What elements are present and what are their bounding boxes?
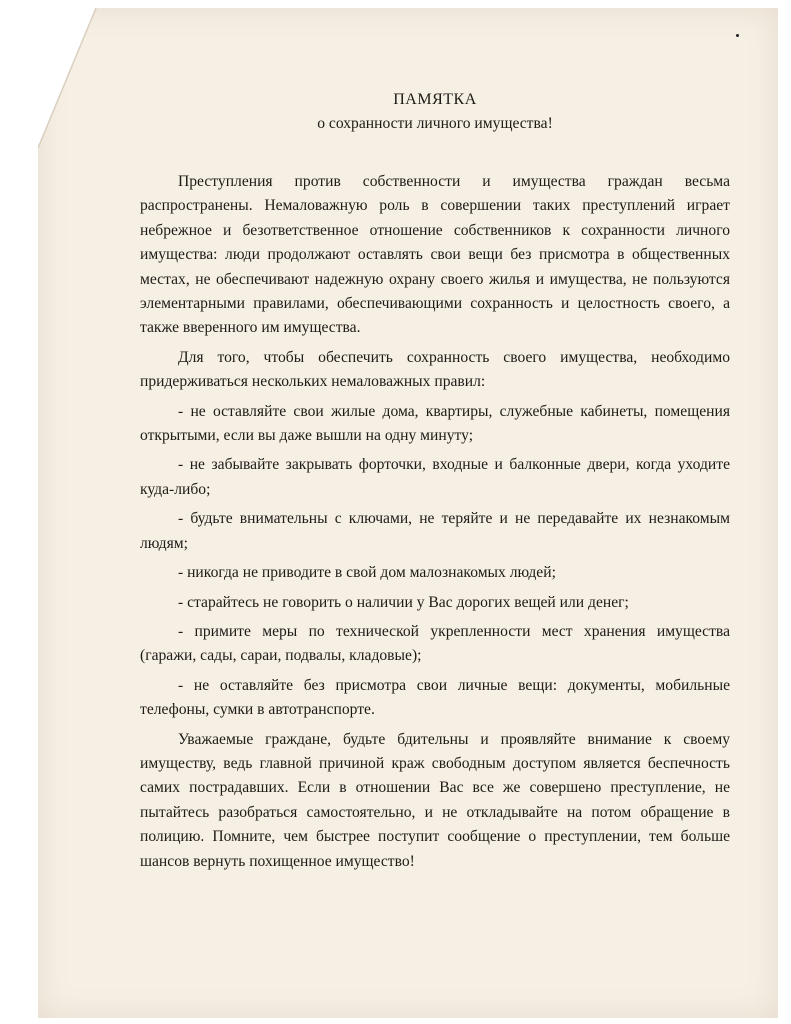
speck-mark	[736, 34, 739, 37]
rules-intro-paragraph: Для того, чтобы обеспечить сохранность своего имущества, необходимо придерживаться нескольких немаловажных правил:	[140, 348, 730, 391]
memo-document	[140, 84, 730, 879]
rule-item: - не оставляйте без присмотра свои личные вещи: документы, мобильные телефоны, сумки в автотранспорте.	[140, 676, 730, 719]
rule-item: - никогда не приводите в свой дом малознакомых людей;	[178, 564, 556, 582]
rule-item: - старайтесь не говорить о наличии у Вас дорогих вещей или денег;	[178, 593, 629, 611]
rule-item: - не забывайте закрывать форточки, входные и балконные двери, когда уходите куда-либо;	[140, 456, 730, 498]
memo-subtitle: о сохранности личного имущества!	[317, 115, 553, 132]
rule-item: - примите меры по технической укрепленности мест хранения имущества (гаражи, сады, сараи, подвалы, кладовые);	[140, 622, 730, 665]
rule-item: - будьте внимательны с ключами, не теряйте и не передавайте их незнакомым людям;	[140, 510, 730, 552]
memo-title: ПАМЯТКА	[393, 91, 477, 108]
closing-paragraph: Уважаемые граждане, будьте бдительны и проявляйте внимание к своему имуществу, ведь главной причиной краж свободным доступом является беспечность самих пострадавших. Если в отношении Вас все же совершено преступление, не пытайтесь разобраться самостоятельно, и не откладывайте на потом обращение в полицию. Помните, чем быстрее поступит сообщение о преступлении, тем больше шансов вернуть похищенное имущество!	[140, 730, 730, 870]
intro-paragraph: Преступления против собственности и имущества граждан весьма распространены. Немаловажную роль в совершении таких преступлений играет небрежное и безответственное отношение собственников к сохранности личного имущества: люди продолжают оставлять свои вещи без присмотра в общественных местах, не обеспечивают надежную охрану своего жилья и имущества, не пользуются элементарными правилами, обеспечивающими сохранность и целостность своего, а также вверенного им имущества.	[140, 173, 730, 337]
rule-item: - не оставляйте свои жилые дома, квартиры, служебные кабинеты, помещения открытыми, если вы даже вышли на одну минуту;	[140, 402, 730, 445]
